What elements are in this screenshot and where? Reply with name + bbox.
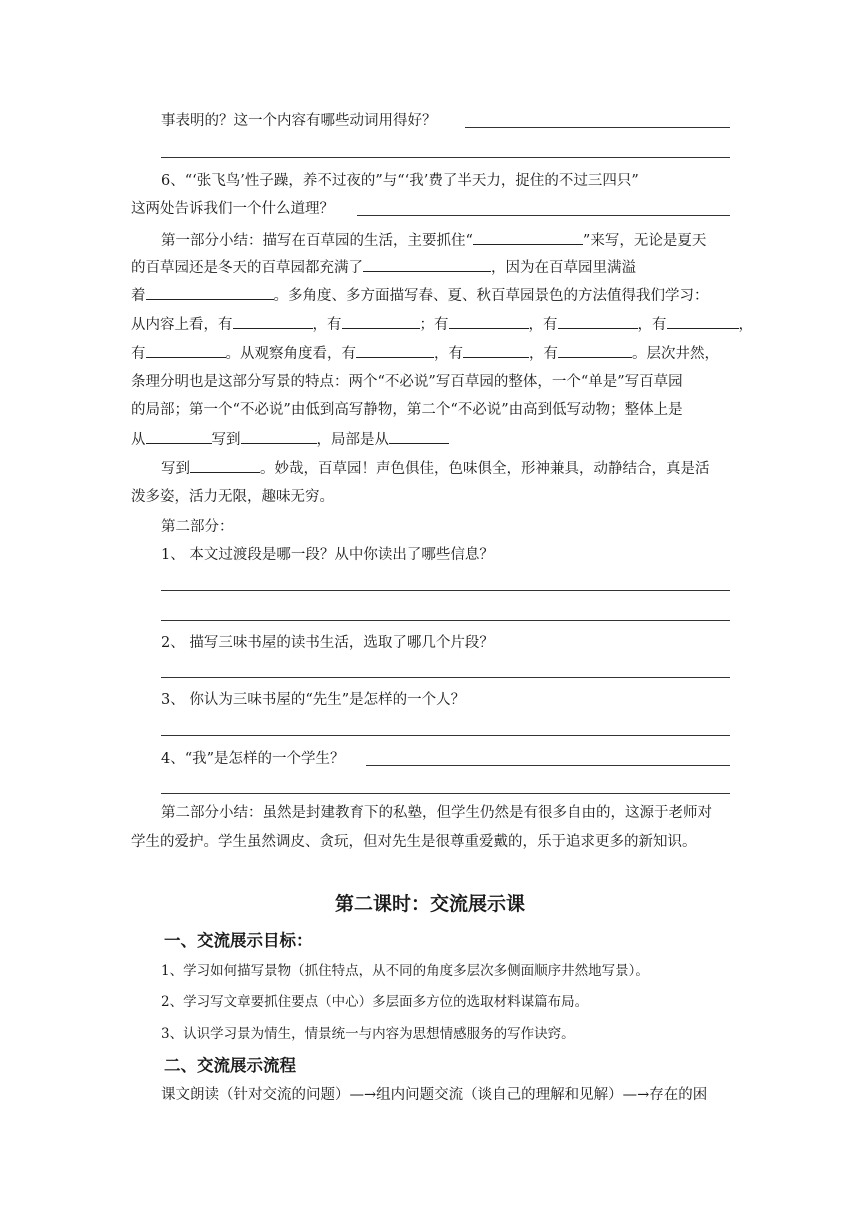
text: 从 bbox=[131, 432, 146, 448]
text: 从内容上看，有 bbox=[131, 317, 233, 333]
fill-blank[interactable] bbox=[389, 429, 449, 444]
part2-heading: 第二部分： bbox=[161, 519, 234, 535]
answer-line[interactable] bbox=[161, 735, 730, 736]
summary-1-line4 bbox=[131, 314, 753, 335]
question-5-tail: 事表明的？这一个内容有哪些动词用得好？ bbox=[161, 113, 437, 129]
text: ， bbox=[637, 317, 652, 333]
text: 。多角度、多方面描写春、夏、秋百草园景色的方法值得我们学习： bbox=[273, 288, 709, 304]
answer-line[interactable] bbox=[357, 215, 730, 216]
fill-blank[interactable] bbox=[473, 230, 583, 245]
text: 。层次井然， bbox=[632, 346, 719, 362]
answer-line[interactable] bbox=[161, 157, 730, 158]
part2-summary-line2: 学生的爱护。学生虽然调皮、贪玩，但对先生是很尊重爱戴的，乐于追求更多的新知识。 bbox=[131, 834, 697, 850]
fill-blank[interactable] bbox=[146, 429, 212, 444]
text: 有 bbox=[434, 317, 449, 333]
fill-blank[interactable] bbox=[449, 314, 529, 329]
fill-blank[interactable] bbox=[241, 429, 317, 444]
fill-blank[interactable] bbox=[463, 343, 529, 358]
summary-1-line2 bbox=[131, 257, 636, 278]
summary-1-line1 bbox=[161, 230, 706, 251]
part2-summary-line1: 第二部分小结：虽然是封建教育下的私塾，但学生仍然是有很多自由的，这源于老师对 bbox=[161, 805, 712, 821]
summary-1-line10: 泼多姿，活力无限，趣味无穷。 bbox=[131, 489, 334, 505]
text: ， bbox=[312, 317, 327, 333]
text: 的百草园还是冬天的百草园都充满了 bbox=[131, 260, 363, 276]
fill-blank[interactable] bbox=[146, 343, 226, 358]
text: ； bbox=[419, 317, 434, 333]
answer-line[interactable] bbox=[161, 677, 730, 678]
text: ， bbox=[434, 346, 449, 362]
fill-blank[interactable] bbox=[342, 314, 420, 329]
flow-text: 课文朗读（针对交流的问题）—→组内问题交流（谈自己的理解和见解）—→存在的困 bbox=[161, 1087, 708, 1103]
summary-1-line5 bbox=[131, 343, 719, 364]
summary-1-line9 bbox=[161, 458, 710, 479]
fill-blank[interactable] bbox=[363, 257, 491, 272]
text: 着 bbox=[131, 288, 146, 304]
text: ， bbox=[528, 317, 543, 333]
answer-line[interactable] bbox=[161, 793, 730, 794]
fill-blank[interactable] bbox=[233, 314, 313, 329]
answer-line[interactable] bbox=[161, 620, 730, 621]
summary-1-line6: 条理分明也是这部分写景的特点：两个“不必说”写百草园的整体，一个“单是”写百草园 bbox=[131, 374, 683, 390]
question-6-line2: 这两处告诉我们一个什么道理？ bbox=[131, 201, 334, 217]
text: 第一部分小结：描写在百草园的生活，主要抓住“ bbox=[161, 233, 473, 249]
text: 。妙哉，百草园！声色俱佳，色味俱全，形神兼具，动静结合，真是活 bbox=[260, 461, 710, 477]
part2-question-3: 3、 你认为三味书屋的“先生”是怎样的一个人？ bbox=[161, 692, 466, 708]
text: ， bbox=[529, 346, 544, 362]
text: 写到 bbox=[161, 461, 190, 477]
text: ，局部是从 bbox=[316, 432, 389, 448]
part2-question-4: 4、“我”是怎样的一个学生？ bbox=[161, 751, 345, 767]
fill-blank[interactable] bbox=[558, 343, 632, 358]
summary-1-line8 bbox=[131, 429, 449, 450]
goal-item: 1、学习如何描写景物（抓住特点，从不同的角度多层次多侧面顺序井然地写景）。 bbox=[161, 963, 649, 979]
fill-blank[interactable] bbox=[667, 314, 739, 329]
text: 有 bbox=[652, 317, 667, 333]
page-title: 第二课时：交流展示课 bbox=[334, 893, 525, 915]
summary-1-line7: 的局部；第一个“不必说”由低到高写静物，第二个“不必说”由高到低写动物；整体上是 bbox=[131, 402, 683, 418]
text: 有 bbox=[543, 346, 558, 362]
goal-item: 3、认识学习景为情生，情景统一与内容为思想情感服务的写作诀窍。 bbox=[161, 1026, 575, 1042]
section-heading: 二、交流展示流程 bbox=[164, 1056, 296, 1075]
text: ， bbox=[738, 317, 753, 333]
text: 有 bbox=[543, 317, 558, 333]
fill-blank[interactable] bbox=[558, 314, 638, 329]
text: 有 bbox=[131, 346, 146, 362]
fill-blank[interactable] bbox=[190, 458, 260, 473]
text: 写到 bbox=[211, 432, 241, 448]
answer-line[interactable] bbox=[366, 765, 730, 766]
fill-blank[interactable] bbox=[146, 285, 274, 300]
text: 有 bbox=[327, 317, 342, 333]
part2-question-1: 1、 本文过渡段是哪一段？从中你读出了哪些信息？ bbox=[161, 547, 494, 563]
summary-1-line3 bbox=[131, 285, 709, 306]
part2-question-2: 2、 描写三味书屋的读书生活，选取了哪几个片段？ bbox=[161, 635, 494, 651]
text: 。从观察角度看，有 bbox=[225, 346, 356, 362]
text: ，因为在百草园里满溢 bbox=[491, 260, 636, 276]
section-heading: 一、交流展示目标： bbox=[164, 931, 313, 950]
text: ”来写，无论是夏天 bbox=[582, 233, 707, 249]
text: 有 bbox=[448, 346, 463, 362]
fill-blank[interactable] bbox=[356, 343, 434, 358]
goal-item: 2、学习写文章要抓住要点（中心）多层面多方位的选取材料谋篇布局。 bbox=[161, 994, 589, 1010]
answer-line[interactable] bbox=[161, 590, 730, 591]
answer-line[interactable] bbox=[465, 127, 730, 128]
question-6-line1: 6、“‘张飞鸟’性子躁，养不过夜的”与“‘我’费了半天力，捉住的不过三四只” bbox=[161, 173, 639, 189]
